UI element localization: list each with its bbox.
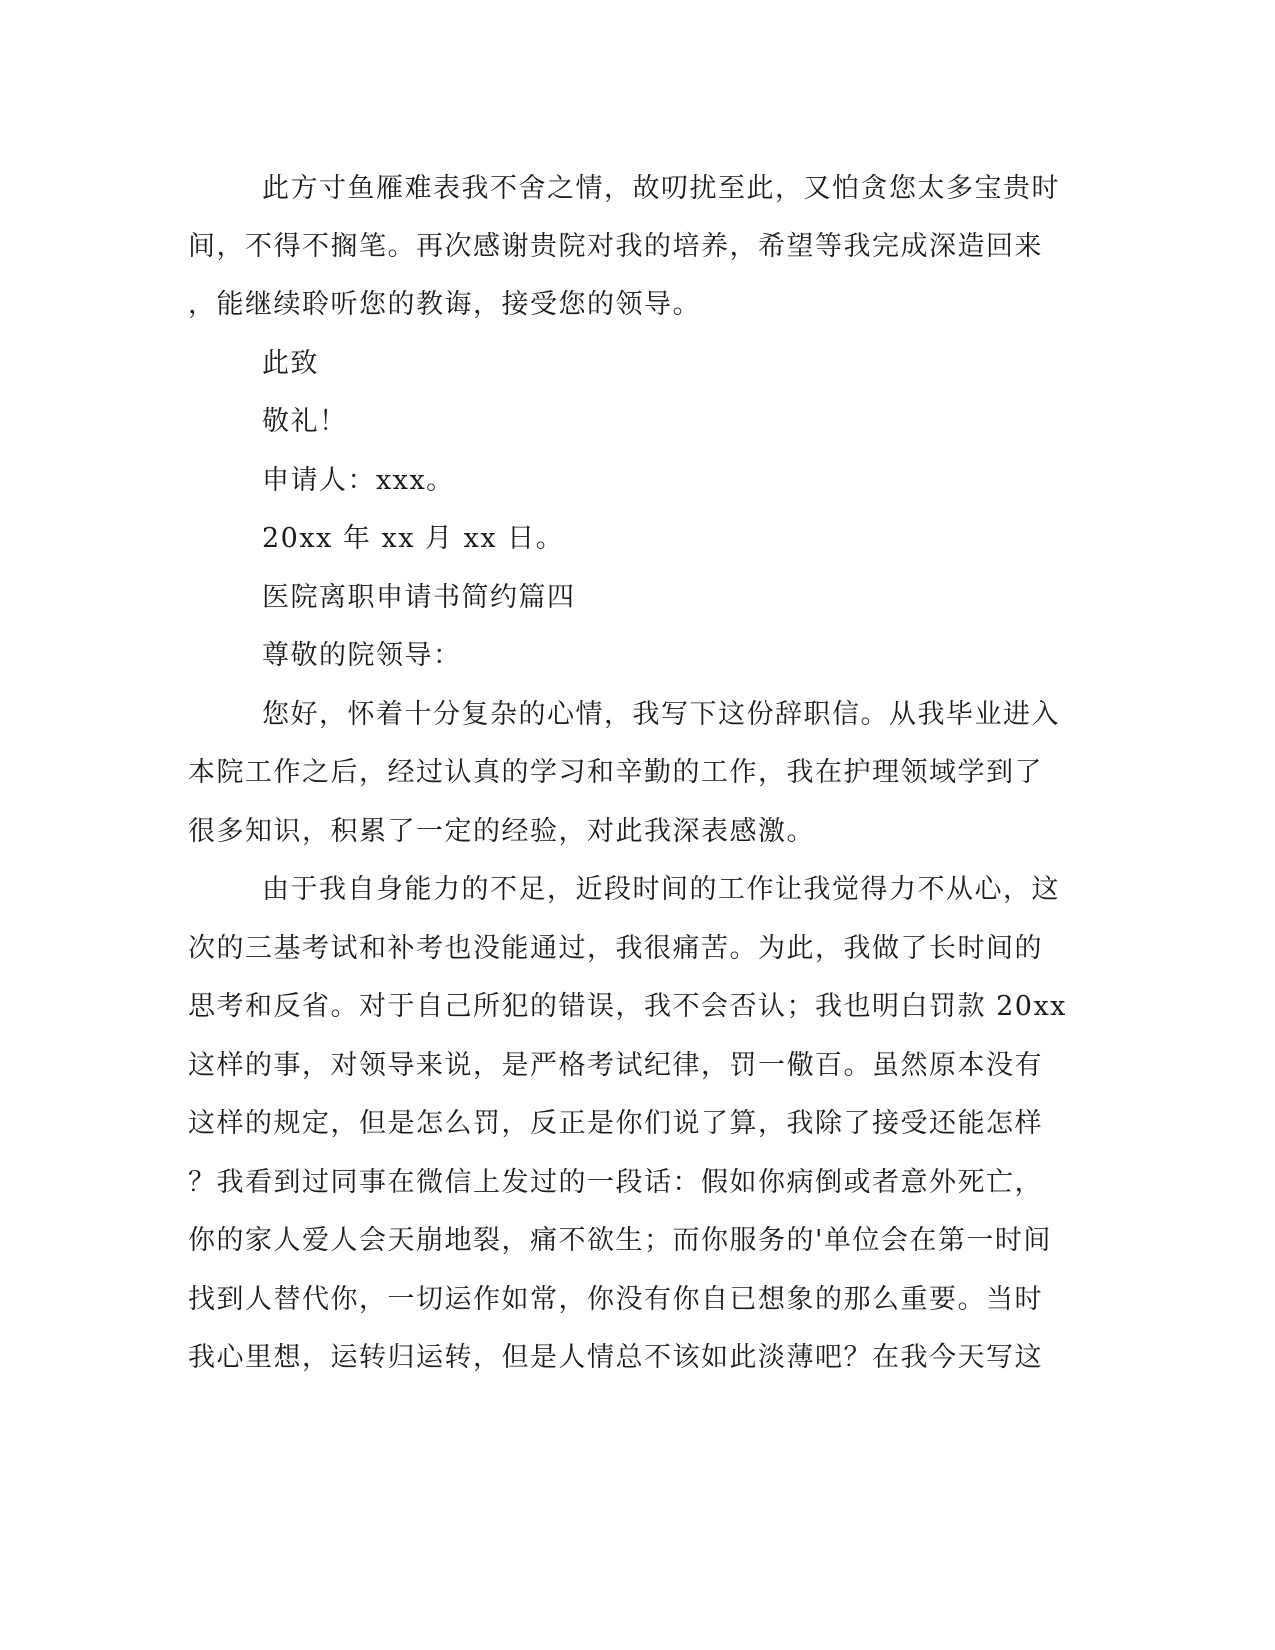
text-line: 您好，怀着十分复杂的心情，我写下这份辞职信。从我毕业进入 bbox=[262, 699, 1060, 730]
text-line: 间，不得不搁笔。再次感谢贵院对我的培养，希望等我完成深造回来 bbox=[188, 231, 1043, 262]
text-line: 这样的规定，但是怎么罚，反正是你们说了算，我除了接受还能怎样 bbox=[188, 1108, 1043, 1139]
text-line: 次的三基考试和补考也没能通过，我很痛苦。为此，我做了长时间的 bbox=[188, 933, 1043, 964]
closing-regards: 敬礼！ bbox=[262, 406, 348, 437]
letter-date: 20xx 年 xx 月 xx 日。 bbox=[262, 523, 565, 554]
text-line: 此方寸鱼雁难表我不舍之情，故叨扰至此，又怕贪您太多宝贵时 bbox=[262, 173, 1060, 204]
text-line: ，能继续聆听您的教诲，接受您的领导。 bbox=[188, 289, 701, 320]
text-line: ？我看到过同事在微信上发过的一段话：假如你病倒或者意外死亡， bbox=[188, 1167, 1043, 1198]
text-line: 这样的事，对领导来说，是严格考试纪律，罚一儆百。虽然原本没有 bbox=[188, 1050, 1043, 1081]
text-line: 很多知识，积累了一定的经验，对此我深表感激。 bbox=[188, 816, 815, 847]
text-line: 思考和反省。对于自己所犯的错误，我不会否认；我也明白罚款 20xx bbox=[188, 991, 1067, 1022]
closing-salutation: 此致 bbox=[262, 348, 319, 379]
section-title: 医院离职申请书简约篇四 bbox=[262, 582, 576, 613]
text-line: 我心里想，运转归运转，但是人情总不该如此淡薄吧？在我今天写这 bbox=[188, 1342, 1043, 1373]
text-line: 由于我自身能力的不足，近段时间的工作让我觉得力不从心，这 bbox=[262, 874, 1060, 905]
applicant-name: 申请人：xxx。 bbox=[262, 465, 455, 496]
text-line: 你的家人爱人会天崩地裂，痛不欲生；而你服务的'单位会在第一时间 bbox=[188, 1225, 1052, 1256]
greeting: 尊敬的院领导： bbox=[262, 640, 462, 671]
text-line: 找到人替代你，一切运作如常，你没有你自已想象的那么重要。当时 bbox=[188, 1284, 1043, 1315]
text-line: 本院工作之后，经过认真的学习和辛勤的工作，我在护理领域学到了 bbox=[188, 757, 1043, 788]
